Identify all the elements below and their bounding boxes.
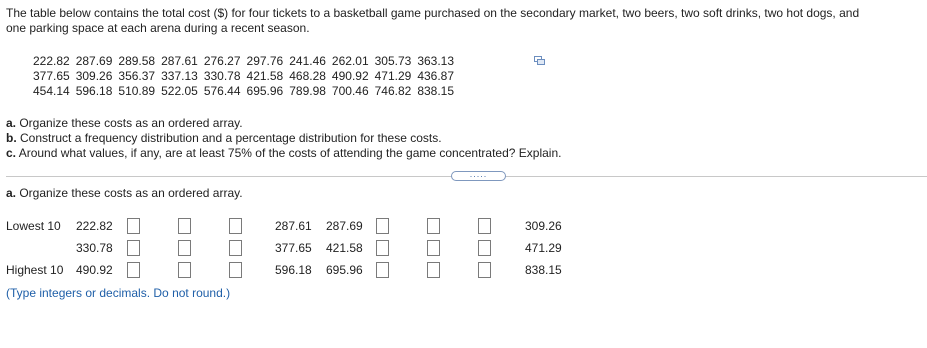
table-cell: 377.65 (33, 69, 70, 83)
ordered-value: 309.26 (525, 219, 562, 233)
table-cell: 421.58 (246, 69, 284, 83)
answer-box[interactable] (178, 218, 191, 234)
ordered-value: 377.65 (275, 241, 312, 255)
part-a-letter: a. (6, 186, 17, 200)
answer-box[interactable] (127, 240, 140, 256)
ordered-value: 287.61 (275, 219, 312, 233)
table-cell: 468.28 (289, 69, 326, 83)
table-row (33, 69, 460, 84)
ordered-value: 421.58 (326, 241, 363, 255)
cost-data-table (33, 54, 460, 99)
ordered-value: 838.15 (525, 263, 562, 277)
intro-line-2: one parking space at each arena during a recent season. (6, 21, 310, 35)
question-c (6, 146, 561, 161)
table-cell: 276.27 (203, 54, 241, 68)
expand-question-button[interactable]: ..... (451, 171, 506, 181)
question-b-text: Construct a frequency distribution and a percentage distribution for these costs. (16, 131, 442, 145)
table-cell: 337.13 (161, 69, 198, 83)
table-cell: 287.69 (75, 54, 113, 68)
question-b-letter: b. (6, 131, 17, 145)
ordered-value: 222.82 (76, 219, 113, 233)
table-cell: 289.58 (118, 54, 156, 68)
question-c-letter: c. (6, 146, 17, 160)
table-cell: 436.87 (417, 69, 455, 83)
table-cell: 576.44 (203, 84, 241, 98)
problem-intro (6, 6, 927, 36)
ordered-value: 695.96 (326, 263, 363, 277)
ordered-value: 471.29 (525, 241, 562, 255)
answer-box[interactable] (229, 218, 242, 234)
lowest-10-label: Lowest 10 (6, 219, 61, 233)
question-a-text: Organize these costs as an ordered array. (16, 116, 243, 130)
answer-box[interactable] (427, 262, 440, 278)
table-cell: 305.73 (374, 54, 412, 68)
ordered-value: 490.92 (76, 263, 113, 277)
table-cell: 297.76 (246, 54, 284, 68)
highest-10-label: Highest 10 (6, 263, 64, 277)
copy-data-icon[interactable] (534, 56, 545, 65)
answer-box[interactable] (478, 262, 491, 278)
table-row (33, 54, 460, 69)
question-b (6, 131, 561, 146)
question-list (6, 116, 561, 161)
table-cell: 700.46 (331, 84, 369, 98)
question-a-letter: a. (6, 116, 17, 130)
table-cell: 510.89 (118, 84, 156, 98)
answer-box[interactable] (478, 240, 491, 256)
answer-box[interactable] (427, 240, 440, 256)
ordered-value: 287.69 (326, 219, 363, 233)
answer-box[interactable] (127, 262, 140, 278)
table-cell: 241.46 (289, 54, 326, 68)
part-a-title (6, 186, 243, 201)
ordered-value: 330.78 (76, 241, 113, 255)
question-c-text: Around what values, if any, are at least 75% of the costs of attending the game concentrated? Explain. (16, 146, 562, 160)
answer-box[interactable] (229, 240, 242, 256)
table-cell: 838.15 (417, 84, 455, 98)
answer-box[interactable] (376, 240, 389, 256)
table-cell: 596.18 (75, 84, 113, 98)
answer-box[interactable] (376, 218, 389, 234)
table-cell: 287.61 (161, 54, 198, 68)
table-cell: 789.98 (289, 84, 326, 98)
table-cell: 490.92 (331, 69, 369, 83)
answer-box[interactable] (427, 218, 440, 234)
question-a (6, 116, 561, 131)
answer-box[interactable] (478, 218, 491, 234)
ordered-value: 596.18 (275, 263, 312, 277)
answer-box[interactable] (376, 262, 389, 278)
part-a-title-text: Organize these costs as an ordered array. (16, 186, 243, 200)
table-cell: 695.96 (246, 84, 284, 98)
answer-box[interactable] (178, 240, 191, 256)
table-cell: 471.29 (374, 69, 412, 83)
table-cell: 746.82 (374, 84, 412, 98)
table-cell: 454.14 (33, 84, 70, 98)
table-cell: 522.05 (161, 84, 198, 98)
table-cell: 222.82 (33, 54, 70, 68)
table-cell: 356.37 (118, 69, 156, 83)
table-cell: 262.01 (331, 54, 369, 68)
answer-box[interactable] (127, 218, 140, 234)
table-cell: 363.13 (417, 54, 455, 68)
table-row (33, 84, 460, 99)
table-cell: 309.26 (75, 69, 113, 83)
intro-line-1: The table below contains the total cost ($) for four tickets to a basketball game purchased on the secondary market, two beers, two soft drinks, two hot dogs, and (6, 6, 860, 20)
input-instruction-note: (Type integers or decimals. Do not round.) (6, 286, 231, 300)
table-cell: 330.78 (203, 69, 241, 83)
answer-box[interactable] (229, 262, 242, 278)
answer-box[interactable] (178, 262, 191, 278)
